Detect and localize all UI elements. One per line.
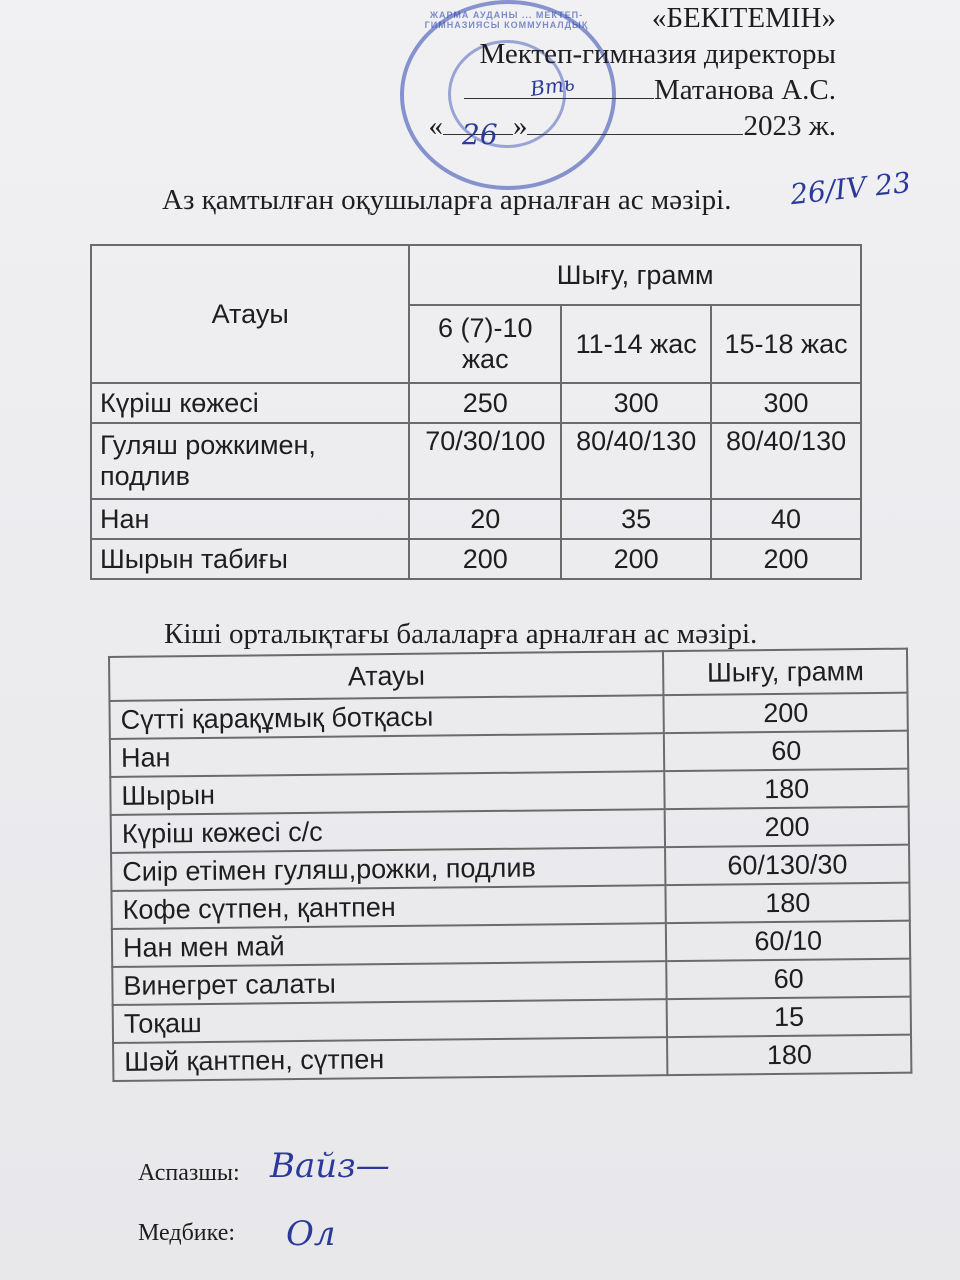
menu2-value: 60/10 xyxy=(666,921,910,962)
director-signature: Вть xyxy=(528,71,577,101)
menu2-dish: Сүтті қарақұмық ботқасы xyxy=(109,695,664,739)
cook-signature: Вайз— xyxy=(270,1146,390,1186)
menu2-table xyxy=(108,648,912,1082)
menu2-dish: Кофе сүтпен, қантпен xyxy=(111,885,666,929)
menu1-header-output: Шығу, грамм xyxy=(409,245,861,305)
menu1-value: 300 xyxy=(711,383,861,423)
approval-name: Матанова А.С. xyxy=(653,74,836,106)
table-row xyxy=(91,383,861,423)
cook-label: Аспазшы: xyxy=(138,1160,240,1186)
menu2-dish: Тоқаш xyxy=(113,999,668,1043)
menu1-value: 35 xyxy=(561,499,711,539)
menu1-value: 200 xyxy=(561,539,711,579)
menu1-age-group: 11-14 жас xyxy=(561,305,711,383)
approval-heading: «БЕКІТЕМІН» xyxy=(651,2,836,34)
approval-position: Мектеп-гимназия директоры xyxy=(479,38,836,70)
menu2-value: 200 xyxy=(664,693,908,734)
menu2-header-name: Атауы xyxy=(109,651,664,701)
menu1-value: 70/30/100 xyxy=(409,423,561,499)
menu1-dish: Шырын табиғы xyxy=(91,539,409,579)
menu2-dish: Нан xyxy=(110,733,665,777)
menu2-value: 60 xyxy=(667,959,911,1000)
menu2-title: Кіші орталықтағы балаларға арналған ас мәзірі. xyxy=(164,618,758,650)
menu1-value: 20 xyxy=(409,499,561,539)
menu1-value: 200 xyxy=(711,539,861,579)
menu1-value: 80/40/130 xyxy=(561,423,711,499)
menu1-value: 250 xyxy=(409,383,561,423)
table-row xyxy=(91,539,861,579)
menu2-dish: Шырын xyxy=(110,771,665,815)
menu1-value: 300 xyxy=(561,383,711,423)
menu2-value: 60/130/30 xyxy=(665,845,909,886)
handwritten-date: 26/IV 23 xyxy=(788,165,913,212)
approval-name-line xyxy=(416,72,836,108)
menu2-dish: Винегрет салаты xyxy=(112,961,667,1005)
table-row xyxy=(91,499,861,539)
menu2-dish: Күріш көжесі с/с xyxy=(111,809,666,853)
menu1-dish: Гуляш рожкимен, подлив xyxy=(91,423,409,499)
nurse-signature: Ол xyxy=(286,1214,336,1254)
table-row xyxy=(113,1035,911,1081)
menu2-value: 60 xyxy=(664,731,908,772)
menu1-value: 80/40/130 xyxy=(711,423,861,499)
table-row xyxy=(91,423,861,499)
menu1-value: 200 xyxy=(409,539,561,579)
menu1-age-group: 15-18 жас xyxy=(711,305,861,383)
stamp-text: ЖАРМА АУДАНЫ ... МЕКТЕП-ГИМНАЗИЯСЫ КОММУНАЛДЫҚ xyxy=(424,10,589,30)
menu1-title: Аз қамтылған оқушыларға арналған ас мәзірі. xyxy=(162,184,732,216)
menu2-value: 180 xyxy=(665,769,909,810)
menu1-dish: Күріш көжесі xyxy=(91,383,409,423)
menu2-value: 180 xyxy=(667,1035,911,1076)
menu2-value: 200 xyxy=(665,807,909,848)
menu1-value: 40 xyxy=(711,499,861,539)
menu1-header-name: Атауы xyxy=(91,245,409,383)
menu2-dish: Сиір етімен гуляш,рожки, подлив xyxy=(111,847,666,891)
approval-date-line: « » 2023 ж. xyxy=(428,110,836,142)
menu2-dish: Нан мен май xyxy=(112,923,667,967)
menu1-age-group: 6 (7)-10 жас xyxy=(409,305,561,383)
approval-year: 2023 ж. xyxy=(743,110,836,142)
menu1-dish: Нан xyxy=(91,499,409,539)
menu2-dish: Шәй қантпен, сүтпен xyxy=(113,1037,668,1081)
menu2-value: 15 xyxy=(667,997,911,1038)
nurse-label: Медбике: xyxy=(138,1220,236,1246)
menu1-table xyxy=(90,244,862,580)
menu2-value: 180 xyxy=(666,883,910,924)
menu2-header-output: Шығу, грамм xyxy=(663,649,907,696)
approval-day: 26 xyxy=(462,118,498,151)
